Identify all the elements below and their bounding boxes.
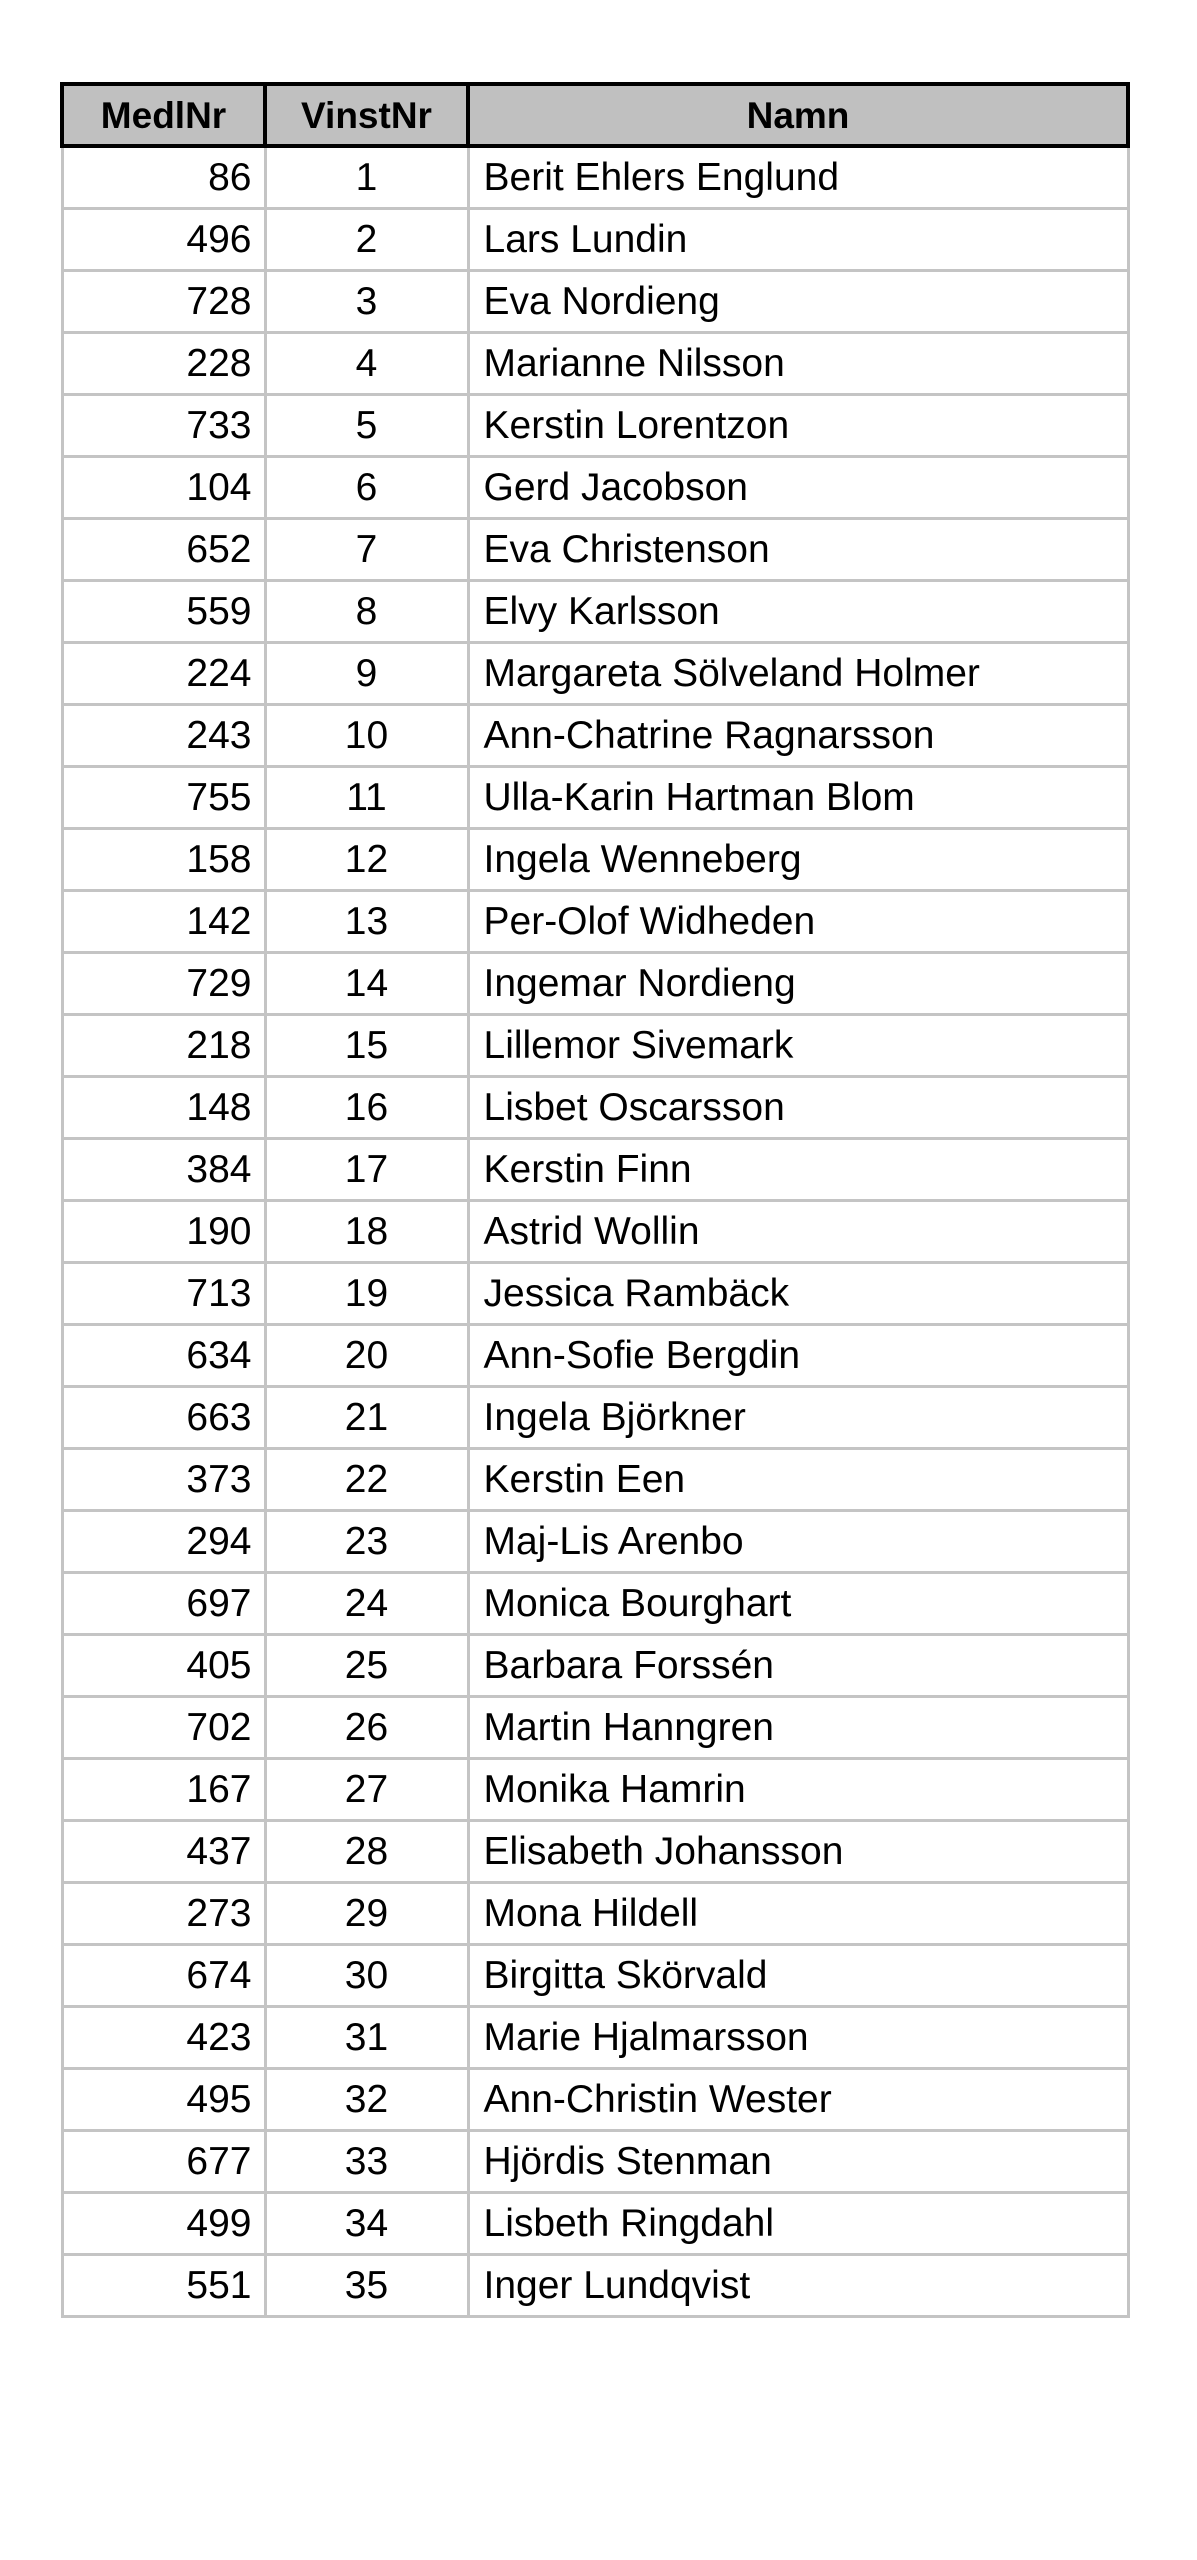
cell-medlnr: 158 — [62, 829, 265, 891]
header-row — [62, 84, 1128, 146]
cell-namn: Mona Hildell — [468, 1883, 1128, 1945]
cell-vinstnr: 11 — [265, 767, 468, 829]
table-row — [62, 891, 1128, 953]
cell-medlnr: 167 — [62, 1759, 265, 1821]
cell-namn: Per-Olof Widheden — [468, 891, 1128, 953]
cell-medlnr: 733 — [62, 395, 265, 457]
cell-namn: Ann-Chatrine Ragnarsson — [468, 705, 1128, 767]
cell-vinstnr: 16 — [265, 1077, 468, 1139]
cell-medlnr: 729 — [62, 953, 265, 1015]
cell-medlnr: 499 — [62, 2193, 265, 2255]
cell-vinstnr: 24 — [265, 1573, 468, 1635]
cell-namn: Lars Lundin — [468, 209, 1128, 271]
cell-vinstnr: 8 — [265, 581, 468, 643]
header-medlnr: MedlNr — [62, 84, 265, 146]
header-vinstnr: VinstNr — [265, 84, 468, 146]
cell-vinstnr: 9 — [265, 643, 468, 705]
cell-medlnr: 674 — [62, 1945, 265, 2007]
cell-namn: Elvy Karlsson — [468, 581, 1128, 643]
table-row — [62, 1635, 1128, 1697]
cell-vinstnr: 21 — [265, 1387, 468, 1449]
cell-namn: Maj-Lis Arenbo — [468, 1511, 1128, 1573]
cell-namn: Astrid Wollin — [468, 1201, 1128, 1263]
cell-medlnr: 496 — [62, 209, 265, 271]
cell-medlnr: 559 — [62, 581, 265, 643]
table-row — [62, 1945, 1128, 2007]
cell-medlnr: 423 — [62, 2007, 265, 2069]
cell-medlnr: 86 — [62, 146, 265, 209]
winners-sheet — [60, 82, 1126, 2318]
cell-vinstnr: 25 — [265, 1635, 468, 1697]
cell-vinstnr: 20 — [265, 1325, 468, 1387]
cell-vinstnr: 28 — [265, 1821, 468, 1883]
cell-namn: Lisbeth Ringdahl — [468, 2193, 1128, 2255]
cell-namn: Inger Lundqvist — [468, 2255, 1128, 2317]
table-row — [62, 1759, 1128, 1821]
table-row — [62, 2069, 1128, 2131]
cell-medlnr: 243 — [62, 705, 265, 767]
cell-vinstnr: 2 — [265, 209, 468, 271]
table-row — [62, 767, 1128, 829]
cell-namn: Gerd Jacobson — [468, 457, 1128, 519]
table-row — [62, 829, 1128, 891]
cell-medlnr: 294 — [62, 1511, 265, 1573]
cell-namn: Lisbet Oscarsson — [468, 1077, 1128, 1139]
cell-medlnr: 697 — [62, 1573, 265, 1635]
table-body — [62, 146, 1128, 2317]
table-header — [62, 84, 1128, 146]
cell-vinstnr: 32 — [265, 2069, 468, 2131]
cell-medlnr: 663 — [62, 1387, 265, 1449]
table-row — [62, 1201, 1128, 1263]
cell-vinstnr: 30 — [265, 1945, 468, 2007]
cell-medlnr: 728 — [62, 271, 265, 333]
cell-vinstnr: 27 — [265, 1759, 468, 1821]
cell-namn: Hjördis Stenman — [468, 2131, 1128, 2193]
table-row — [62, 333, 1128, 395]
table-row — [62, 1077, 1128, 1139]
table-row — [62, 209, 1128, 271]
cell-namn: Kerstin Lorentzon — [468, 395, 1128, 457]
cell-medlnr: 224 — [62, 643, 265, 705]
cell-namn: Ingela Wenneberg — [468, 829, 1128, 891]
cell-vinstnr: 23 — [265, 1511, 468, 1573]
cell-medlnr: 384 — [62, 1139, 265, 1201]
cell-medlnr: 104 — [62, 457, 265, 519]
cell-vinstnr: 31 — [265, 2007, 468, 2069]
cell-namn: Monica Bourghart — [468, 1573, 1128, 1635]
cell-medlnr: 218 — [62, 1015, 265, 1077]
cell-namn: Kerstin Een — [468, 1449, 1128, 1511]
cell-namn: Ulla-Karin Hartman Blom — [468, 767, 1128, 829]
cell-namn: Eva Christenson — [468, 519, 1128, 581]
cell-vinstnr: 10 — [265, 705, 468, 767]
cell-medlnr: 373 — [62, 1449, 265, 1511]
cell-vinstnr: 14 — [265, 953, 468, 1015]
cell-medlnr: 755 — [62, 767, 265, 829]
cell-medlnr: 142 — [62, 891, 265, 953]
cell-namn: Lillemor Sivemark — [468, 1015, 1128, 1077]
cell-vinstnr: 29 — [265, 1883, 468, 1945]
cell-namn: Jessica Rambäck — [468, 1263, 1128, 1325]
cell-medlnr: 228 — [62, 333, 265, 395]
table-row — [62, 1821, 1128, 1883]
cell-vinstnr: 13 — [265, 891, 468, 953]
cell-medlnr: 634 — [62, 1325, 265, 1387]
cell-namn: Berit Ehlers Englund — [468, 146, 1128, 209]
table-row — [62, 953, 1128, 1015]
cell-vinstnr: 5 — [265, 395, 468, 457]
cell-vinstnr: 17 — [265, 1139, 468, 1201]
cell-vinstnr: 1 — [265, 146, 468, 209]
cell-medlnr: 677 — [62, 2131, 265, 2193]
cell-vinstnr: 22 — [265, 1449, 468, 1511]
cell-medlnr: 273 — [62, 1883, 265, 1945]
cell-medlnr: 702 — [62, 1697, 265, 1759]
table-row — [62, 2007, 1128, 2069]
cell-vinstnr: 4 — [265, 333, 468, 395]
cell-medlnr: 713 — [62, 1263, 265, 1325]
table-row — [62, 1325, 1128, 1387]
table-row — [62, 271, 1128, 333]
table-row — [62, 1387, 1128, 1449]
cell-namn: Ann-Sofie Bergdin — [468, 1325, 1128, 1387]
table-row — [62, 1573, 1128, 1635]
cell-medlnr: 190 — [62, 1201, 265, 1263]
header-namn: Namn — [468, 84, 1128, 146]
table-row — [62, 1449, 1128, 1511]
cell-namn: Elisabeth Johansson — [468, 1821, 1128, 1883]
cell-medlnr: 405 — [62, 1635, 265, 1697]
cell-namn: Birgitta Skörvald — [468, 1945, 1128, 2007]
cell-vinstnr: 3 — [265, 271, 468, 333]
table-row — [62, 2131, 1128, 2193]
cell-vinstnr: 7 — [265, 519, 468, 581]
cell-namn: Ann-Christin Wester — [468, 2069, 1128, 2131]
cell-vinstnr: 18 — [265, 1201, 468, 1263]
cell-medlnr: 551 — [62, 2255, 265, 2317]
table-row — [62, 2193, 1128, 2255]
cell-vinstnr: 26 — [265, 1697, 468, 1759]
table-row — [62, 1263, 1128, 1325]
cell-vinstnr: 34 — [265, 2193, 468, 2255]
table-row — [62, 2255, 1128, 2317]
cell-vinstnr: 12 — [265, 829, 468, 891]
table-row — [62, 1697, 1128, 1759]
table-row — [62, 1511, 1128, 1573]
cell-namn: Margareta Sölveland Holmer — [468, 643, 1128, 705]
cell-namn: Ingela Björkner — [468, 1387, 1128, 1449]
cell-namn: Monika Hamrin — [468, 1759, 1128, 1821]
table-row — [62, 146, 1128, 209]
cell-namn: Barbara Forssén — [468, 1635, 1128, 1697]
cell-medlnr: 652 — [62, 519, 265, 581]
winners-table — [60, 82, 1130, 2318]
cell-namn: Marie Hjalmarsson — [468, 2007, 1128, 2069]
cell-namn: Martin Hanngren — [468, 1697, 1128, 1759]
table-row — [62, 643, 1128, 705]
cell-vinstnr: 6 — [265, 457, 468, 519]
table-row — [62, 1139, 1128, 1201]
table-row — [62, 705, 1128, 767]
cell-vinstnr: 19 — [265, 1263, 468, 1325]
cell-vinstnr: 33 — [265, 2131, 468, 2193]
table-row — [62, 1883, 1128, 1945]
table-row — [62, 581, 1128, 643]
cell-medlnr: 148 — [62, 1077, 265, 1139]
cell-namn: Ingemar Nordieng — [468, 953, 1128, 1015]
table-row — [62, 457, 1128, 519]
cell-medlnr: 495 — [62, 2069, 265, 2131]
cell-namn: Eva Nordieng — [468, 271, 1128, 333]
cell-vinstnr: 15 — [265, 1015, 468, 1077]
table-row — [62, 519, 1128, 581]
cell-vinstnr: 35 — [265, 2255, 468, 2317]
cell-medlnr: 437 — [62, 1821, 265, 1883]
table-row — [62, 1015, 1128, 1077]
cell-namn: Marianne Nilsson — [468, 333, 1128, 395]
table-row — [62, 395, 1128, 457]
cell-namn: Kerstin Finn — [468, 1139, 1128, 1201]
